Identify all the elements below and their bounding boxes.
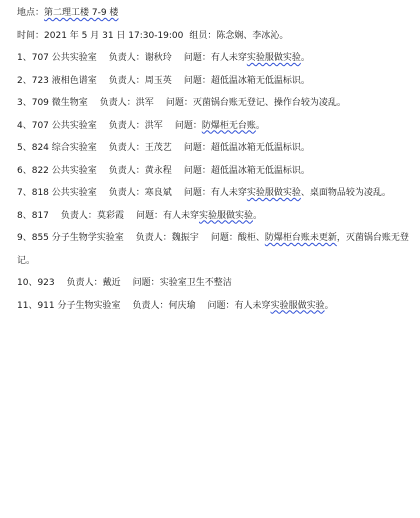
- item-person: 谢秋玲: [144, 53, 172, 63]
- item-person-label: 负责人：: [60, 210, 97, 221]
- item-issue-label: 问题：: [135, 210, 163, 221]
- item-person-label: 负责人：: [135, 233, 172, 243]
- item-number: 11、: [17, 300, 38, 311]
- item-room: 723 液相色谱室: [31, 75, 97, 86]
- item-issue-flagged: 防爆柜无台账: [201, 120, 256, 131]
- item-issue-label: 问题：: [210, 233, 238, 243]
- list-item: [17, 205, 415, 228]
- item-room: 707 公共实验室: [31, 120, 97, 131]
- item-person: 洪军: [144, 120, 163, 131]
- item-issue: 灭菌锅台账无登记、操作台较为凌乱。: [192, 98, 346, 108]
- item-number: 7、: [17, 188, 32, 198]
- item-person-label: 负责人：: [132, 300, 169, 311]
- item-person: 莫彩霞: [96, 210, 124, 221]
- item-person: 王茂艺: [144, 143, 172, 153]
- item-issue: 有人未穿: [162, 210, 199, 221]
- item-number: 8、: [17, 210, 32, 221]
- item-issue-flagged: 实验服做实验: [246, 53, 301, 63]
- item-number: 2、: [17, 75, 32, 86]
- item-person-label: 负责人：: [108, 75, 145, 86]
- list-item: [17, 182, 415, 205]
- item-issue: 超低温冰箱无低温标识。: [210, 75, 310, 86]
- item-number: 9、: [17, 233, 32, 243]
- item-issue-label: 问题：: [183, 165, 211, 176]
- list-item: [17, 137, 415, 160]
- item-number: 4、: [17, 120, 32, 131]
- item-issue: 超低温冰箱无低温标识。: [210, 165, 310, 176]
- item-person-label: 负责人：: [108, 165, 145, 176]
- item-room: 818 公共实验室: [31, 188, 97, 198]
- time-value: 2021 年 5 月 31 日 17:30-19:00: [44, 30, 184, 41]
- time-label: 时间：: [17, 30, 45, 41]
- members-value: 陈念娴、李冰沁。: [216, 30, 289, 41]
- item-person-label: 负责人：: [108, 188, 145, 198]
- item-number: 6、: [17, 165, 32, 176]
- item-person: 黄永程: [144, 165, 172, 176]
- list-item: [17, 115, 415, 138]
- item-issue-label: 问题：: [183, 188, 211, 198]
- item-room: 911 分子生物实验室: [37, 300, 121, 311]
- item-room: 824 综合实验室: [31, 143, 97, 153]
- item-room: 822 公共实验室: [31, 165, 97, 176]
- item-person: 戴近: [102, 278, 121, 288]
- item-person: 魏振宇: [171, 233, 199, 243]
- list-item: [17, 70, 415, 93]
- location-line: [17, 2, 415, 25]
- item-issue-flagged: 实验服做实验: [246, 188, 301, 198]
- item-issue: 酸柜、: [237, 233, 265, 243]
- members-label: 组员：: [189, 30, 217, 41]
- item-person: 洪军: [135, 98, 154, 108]
- item-person-label: 负责人：: [99, 98, 136, 108]
- item-room: 709 微生物室: [31, 98, 88, 108]
- list-item: [17, 227, 415, 272]
- item-issue-flagged: 实验服做实验: [198, 210, 253, 221]
- list-item: [17, 160, 415, 183]
- item-issue-label: 问题：: [174, 120, 202, 131]
- item-room: 855 分子生物学实验室: [31, 233, 124, 243]
- item-issue-label: 问题：: [183, 75, 211, 86]
- location-label: 地点：: [17, 8, 45, 18]
- item-person-label: 负责人：: [108, 143, 145, 153]
- item-issue-tail: 。: [300, 53, 310, 63]
- item-issue-label: 问题：: [183, 143, 211, 153]
- item-issue: 有人未穿: [210, 53, 247, 63]
- list-item: [17, 272, 415, 295]
- item-person-label: 负责人：: [108, 53, 145, 63]
- item-issue-tail: ，灭菌锅台账无登记。: [17, 233, 409, 266]
- item-issue: 实验室卫生不整洁: [159, 278, 232, 288]
- inspection-list: [17, 47, 415, 317]
- item-issue-label: 问题：: [183, 53, 211, 63]
- item-issue-tail: 。: [324, 300, 334, 311]
- item-person: 何庆瑜: [168, 300, 196, 311]
- item-person: 周玉英: [144, 75, 172, 86]
- item-issue-label: 问题：: [165, 98, 193, 108]
- item-issue-tail: 。: [253, 210, 263, 221]
- item-number: 10、: [17, 278, 38, 288]
- item-issue-flagged: 防爆柜台账未更新: [264, 233, 337, 243]
- item-issue: 超低温冰箱无低温标识。: [210, 143, 310, 153]
- list-item: [17, 47, 415, 70]
- location-value: 第二理工楼 7-9 楼: [44, 8, 119, 18]
- item-number: 3、: [17, 98, 32, 108]
- document-body: [17, 2, 415, 317]
- item-person-label: 负责人：: [66, 278, 103, 288]
- item-issue-tail: 。: [255, 120, 265, 131]
- item-number: 5、: [17, 143, 32, 153]
- list-item: [17, 92, 415, 115]
- item-room: 707 公共实验室: [31, 53, 97, 63]
- item-issue-flagged: 实验服做实验: [270, 300, 325, 311]
- time-line: [17, 25, 415, 48]
- item-person: 寒良斌: [144, 188, 172, 198]
- item-issue-label: 问题：: [132, 278, 160, 288]
- item-room: 817: [31, 210, 49, 221]
- item-issue-label: 问题：: [207, 300, 235, 311]
- item-room: 923: [37, 278, 55, 288]
- item-issue-tail: 、桌面物品较为凌乱。: [300, 188, 391, 198]
- list-item: [17, 295, 415, 318]
- item-person-label: 负责人：: [108, 120, 145, 131]
- item-number: 1、: [17, 53, 32, 63]
- item-issue: 有人未穿: [234, 300, 271, 311]
- item-issue: 有人未穿: [210, 188, 247, 198]
